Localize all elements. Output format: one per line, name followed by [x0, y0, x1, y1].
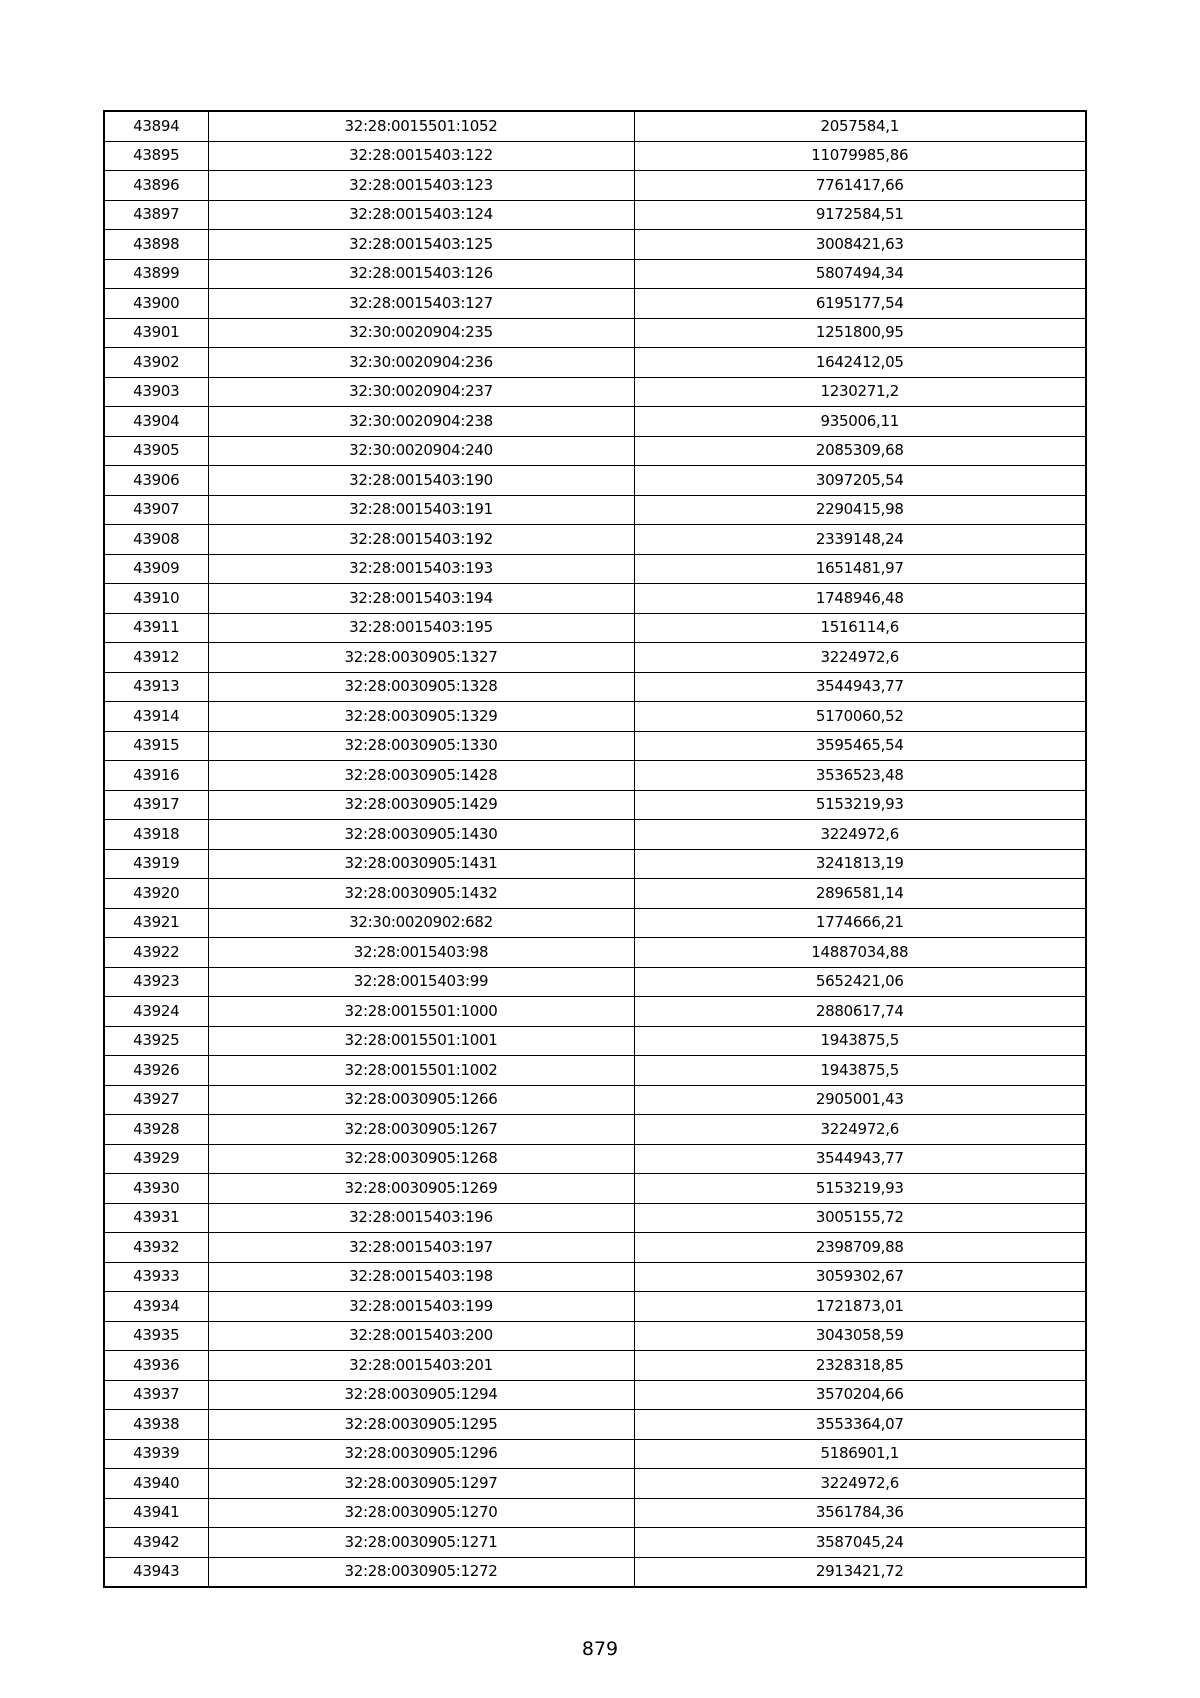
- table-row: [104, 289, 1086, 319]
- value-cell: 3570204,66: [634, 1380, 1086, 1410]
- row-number-cell: 43917: [104, 790, 208, 820]
- cadastral-number-cell: 32:28:0015403:99: [208, 967, 634, 997]
- row-number-cell: 43914: [104, 702, 208, 732]
- row-number-cell: 43942: [104, 1528, 208, 1558]
- cadastral-number-cell: 32:30:0020904:240: [208, 436, 634, 466]
- cadastral-number-cell: 32:30:0020902:682: [208, 908, 634, 938]
- value-cell: 3241813,19: [634, 849, 1086, 879]
- value-cell: 5652421,06: [634, 967, 1086, 997]
- value-cell: 3005155,72: [634, 1203, 1086, 1233]
- cadastral-number-cell: 32:28:0030905:1428: [208, 761, 634, 791]
- cadastral-number-cell: 32:30:0020904:235: [208, 318, 634, 348]
- cadastral-number-cell: 32:28:0015403:198: [208, 1262, 634, 1292]
- cadastral-number-cell: 32:28:0030905:1432: [208, 879, 634, 909]
- cadastral-number-cell: 32:30:0020904:237: [208, 377, 634, 407]
- row-number-cell: 43916: [104, 761, 208, 791]
- table-row: [104, 879, 1086, 909]
- value-cell: 3544943,77: [634, 672, 1086, 702]
- cadastral-number-cell: 32:28:0030905:1330: [208, 731, 634, 761]
- cadastral-number-cell: 32:28:0015403:200: [208, 1321, 634, 1351]
- cadastral-number-cell: 32:28:0030905:1430: [208, 820, 634, 850]
- value-cell: 3008421,63: [634, 230, 1086, 260]
- cadastral-number-cell: 32:28:0030905:1429: [208, 790, 634, 820]
- cadastral-number-cell: 32:28:0030905:1269: [208, 1174, 634, 1204]
- value-cell: 2085309,68: [634, 436, 1086, 466]
- row-number-cell: 43927: [104, 1085, 208, 1115]
- table-body: [104, 111, 1086, 1587]
- row-number-cell: 43938: [104, 1410, 208, 1440]
- table-row: [104, 761, 1086, 791]
- value-cell: 3595465,54: [634, 731, 1086, 761]
- table-row: [104, 849, 1086, 879]
- table-row: [104, 348, 1086, 378]
- row-number-cell: 43898: [104, 230, 208, 260]
- value-cell: 2057584,1: [634, 111, 1086, 141]
- row-number-cell: 43904: [104, 407, 208, 437]
- table-row: [104, 141, 1086, 171]
- value-cell: 1721873,01: [634, 1292, 1086, 1322]
- table-row: [104, 525, 1086, 555]
- table-row: [104, 1085, 1086, 1115]
- table-row: [104, 1115, 1086, 1145]
- table-row: [104, 466, 1086, 496]
- table-row: [104, 230, 1086, 260]
- value-cell: 2339148,24: [634, 525, 1086, 555]
- cadastral-number-cell: 32:28:0015501:1000: [208, 997, 634, 1027]
- cadastral-number-cell: 32:28:0015403:195: [208, 613, 634, 643]
- row-number-cell: 43894: [104, 111, 208, 141]
- row-number-cell: 43943: [104, 1557, 208, 1587]
- cadastral-number-cell: 32:28:0030905:1270: [208, 1498, 634, 1528]
- table-row: [104, 1528, 1086, 1558]
- cadastral-number-cell: 32:28:0015403:190: [208, 466, 634, 496]
- table-row: [104, 1262, 1086, 1292]
- cadastral-number-cell: 32:28:0030905:1329: [208, 702, 634, 732]
- value-cell: 3587045,24: [634, 1528, 1086, 1558]
- row-number-cell: 43940: [104, 1469, 208, 1499]
- row-number-cell: 43928: [104, 1115, 208, 1145]
- value-cell: 1774666,21: [634, 908, 1086, 938]
- table-row: [104, 377, 1086, 407]
- cadastral-number-cell: 32:28:0030905:1266: [208, 1085, 634, 1115]
- row-number-cell: 43912: [104, 643, 208, 673]
- row-number-cell: 43925: [104, 1026, 208, 1056]
- value-cell: 5170060,52: [634, 702, 1086, 732]
- value-cell: 2328318,85: [634, 1351, 1086, 1381]
- row-number-cell: 43929: [104, 1144, 208, 1174]
- row-number-cell: 43936: [104, 1351, 208, 1381]
- row-number-cell: 43902: [104, 348, 208, 378]
- cadastral-number-cell: 32:28:0015501:1052: [208, 111, 634, 141]
- table-row: [104, 1351, 1086, 1381]
- table-row: [104, 997, 1086, 1027]
- value-cell: 1230271,2: [634, 377, 1086, 407]
- cadastral-number-cell: 32:28:0030905:1328: [208, 672, 634, 702]
- row-number-cell: 43910: [104, 584, 208, 614]
- cadastral-number-cell: 32:30:0020904:238: [208, 407, 634, 437]
- row-number-cell: 43906: [104, 466, 208, 496]
- cadastral-number-cell: 32:28:0015403:125: [208, 230, 634, 260]
- row-number-cell: 43931: [104, 1203, 208, 1233]
- value-cell: 5153219,93: [634, 1174, 1086, 1204]
- cadastral-number-cell: 32:28:0030905:1296: [208, 1439, 634, 1469]
- value-cell: 6195177,54: [634, 289, 1086, 319]
- row-number-cell: 43934: [104, 1292, 208, 1322]
- row-number-cell: 43901: [104, 318, 208, 348]
- cadastral-number-cell: 32:28:0030905:1271: [208, 1528, 634, 1558]
- value-cell: 3224972,6: [634, 643, 1086, 673]
- value-cell: 1516114,6: [634, 613, 1086, 643]
- row-number-cell: 43921: [104, 908, 208, 938]
- table-row: [104, 613, 1086, 643]
- table-row: [104, 1144, 1086, 1174]
- value-cell: 5807494,34: [634, 259, 1086, 289]
- value-cell: 2880617,74: [634, 997, 1086, 1027]
- table-row: [104, 731, 1086, 761]
- row-number-cell: 43941: [104, 1498, 208, 1528]
- row-number-cell: 43920: [104, 879, 208, 909]
- table-row: [104, 908, 1086, 938]
- value-cell: 5186901,1: [634, 1439, 1086, 1469]
- page-number: 879: [581, 1638, 619, 1660]
- table-row: [104, 318, 1086, 348]
- table-row: [104, 1439, 1086, 1469]
- value-cell: 2398709,88: [634, 1233, 1086, 1263]
- row-number-cell: 43926: [104, 1056, 208, 1086]
- table-row: [104, 1469, 1086, 1499]
- cadastral-number-cell: 32:28:0015403:199: [208, 1292, 634, 1322]
- row-number-cell: 43895: [104, 141, 208, 171]
- cadastral-number-cell: 32:28:0015403:201: [208, 1351, 634, 1381]
- table-row: [104, 1174, 1086, 1204]
- table-row: [104, 407, 1086, 437]
- row-number-cell: 43932: [104, 1233, 208, 1263]
- value-cell: 3553364,07: [634, 1410, 1086, 1440]
- table-row: [104, 702, 1086, 732]
- cadastral-number-cell: 32:28:0030905:1267: [208, 1115, 634, 1145]
- cadastral-number-cell: 32:28:0015403:124: [208, 200, 634, 230]
- value-cell: 1943875,5: [634, 1056, 1086, 1086]
- table-row: [104, 672, 1086, 702]
- cadastral-number-cell: 32:28:0030905:1295: [208, 1410, 634, 1440]
- row-number-cell: 43935: [104, 1321, 208, 1351]
- table-row: [104, 436, 1086, 466]
- row-number-cell: 43899: [104, 259, 208, 289]
- cadastral-number-cell: 32:28:0030905:1268: [208, 1144, 634, 1174]
- table-row: [104, 820, 1086, 850]
- cadastral-number-cell: 32:28:0030905:1297: [208, 1469, 634, 1499]
- table-row: [104, 938, 1086, 968]
- value-cell: 3536523,48: [634, 761, 1086, 791]
- row-number-cell: 43933: [104, 1262, 208, 1292]
- row-number-cell: 43937: [104, 1380, 208, 1410]
- value-cell: 7761417,66: [634, 171, 1086, 201]
- value-cell: 3097205,54: [634, 466, 1086, 496]
- value-cell: 2905001,43: [634, 1085, 1086, 1115]
- table-row: [104, 554, 1086, 584]
- row-number-cell: 43909: [104, 554, 208, 584]
- row-number-cell: 43922: [104, 938, 208, 968]
- value-cell: 2896581,14: [634, 879, 1086, 909]
- row-number-cell: 43900: [104, 289, 208, 319]
- value-cell: 14887034,88: [634, 938, 1086, 968]
- row-number-cell: 43903: [104, 377, 208, 407]
- value-cell: 1943875,5: [634, 1026, 1086, 1056]
- row-number-cell: 43930: [104, 1174, 208, 1204]
- cadastral-number-cell: 32:28:0015403:126: [208, 259, 634, 289]
- table-row: [104, 1557, 1086, 1587]
- value-cell: 3224972,6: [634, 820, 1086, 850]
- cadastral-number-cell: 32:28:0030905:1294: [208, 1380, 634, 1410]
- table-row: [104, 1026, 1086, 1056]
- table-row: [104, 259, 1086, 289]
- value-cell: 1251800,95: [634, 318, 1086, 348]
- cadastral-number-cell: 32:28:0015403:127: [208, 289, 634, 319]
- value-cell: 1642412,05: [634, 348, 1086, 378]
- row-number-cell: 43924: [104, 997, 208, 1027]
- table-row: [104, 495, 1086, 525]
- value-cell: 11079985,86: [634, 141, 1086, 171]
- row-number-cell: 43913: [104, 672, 208, 702]
- row-number-cell: 43905: [104, 436, 208, 466]
- cadastral-number-cell: 32:28:0015403:193: [208, 554, 634, 584]
- value-cell: 1651481,97: [634, 554, 1086, 584]
- cadastral-number-cell: 32:28:0015403:196: [208, 1203, 634, 1233]
- cadastral-number-cell: 32:28:0015403:192: [208, 525, 634, 555]
- row-number-cell: 43939: [104, 1439, 208, 1469]
- row-number-cell: 43923: [104, 967, 208, 997]
- table-row: [104, 200, 1086, 230]
- row-number-cell: 43896: [104, 171, 208, 201]
- table-row: [104, 1498, 1086, 1528]
- value-cell: 3043058,59: [634, 1321, 1086, 1351]
- cadastral-number-cell: 32:28:0015403:194: [208, 584, 634, 614]
- cadastral-number-cell: 32:30:0020904:236: [208, 348, 634, 378]
- table-row: [104, 1203, 1086, 1233]
- cadastral-number-cell: 32:28:0015501:1002: [208, 1056, 634, 1086]
- value-cell: 3224972,6: [634, 1115, 1086, 1145]
- value-cell: 1748946,48: [634, 584, 1086, 614]
- value-cell: 3544943,77: [634, 1144, 1086, 1174]
- table-row: [104, 584, 1086, 614]
- cadastral-number-cell: 32:28:0015403:197: [208, 1233, 634, 1263]
- row-number-cell: 43911: [104, 613, 208, 643]
- cadastral-number-cell: 32:28:0030905:1272: [208, 1557, 634, 1587]
- table-row: [104, 790, 1086, 820]
- row-number-cell: 43915: [104, 731, 208, 761]
- table-row: [104, 171, 1086, 201]
- cadastral-number-cell: 32:28:0030905:1327: [208, 643, 634, 673]
- data-table: [103, 110, 1087, 1588]
- value-cell: 3059302,67: [634, 1262, 1086, 1292]
- table-row: [104, 967, 1086, 997]
- cadastral-number-cell: 32:28:0015403:122: [208, 141, 634, 171]
- table-row: [104, 1056, 1086, 1086]
- value-cell: 3561784,36: [634, 1498, 1086, 1528]
- table-row: [104, 111, 1086, 141]
- value-cell: 2290415,98: [634, 495, 1086, 525]
- row-number-cell: 43907: [104, 495, 208, 525]
- table-row: [104, 1380, 1086, 1410]
- cadastral-number-cell: 32:28:0015403:123: [208, 171, 634, 201]
- table-row: [104, 1321, 1086, 1351]
- row-number-cell: 43908: [104, 525, 208, 555]
- value-cell: 935006,11: [634, 407, 1086, 437]
- row-number-cell: 43918: [104, 820, 208, 850]
- cadastral-number-cell: 32:28:0015403:98: [208, 938, 634, 968]
- row-number-cell: 43919: [104, 849, 208, 879]
- value-cell: 5153219,93: [634, 790, 1086, 820]
- value-cell: 3224972,6: [634, 1469, 1086, 1499]
- table-row: [104, 1292, 1086, 1322]
- table-row: [104, 1233, 1086, 1263]
- row-number-cell: 43897: [104, 200, 208, 230]
- value-cell: 9172584,51: [634, 200, 1086, 230]
- table-row: [104, 643, 1086, 673]
- cadastral-number-cell: 32:28:0015403:191: [208, 495, 634, 525]
- value-cell: 2913421,72: [634, 1557, 1086, 1587]
- table-row: [104, 1410, 1086, 1440]
- cadastral-number-cell: 32:28:0030905:1431: [208, 849, 634, 879]
- cadastral-number-cell: 32:28:0015501:1001: [208, 1026, 634, 1056]
